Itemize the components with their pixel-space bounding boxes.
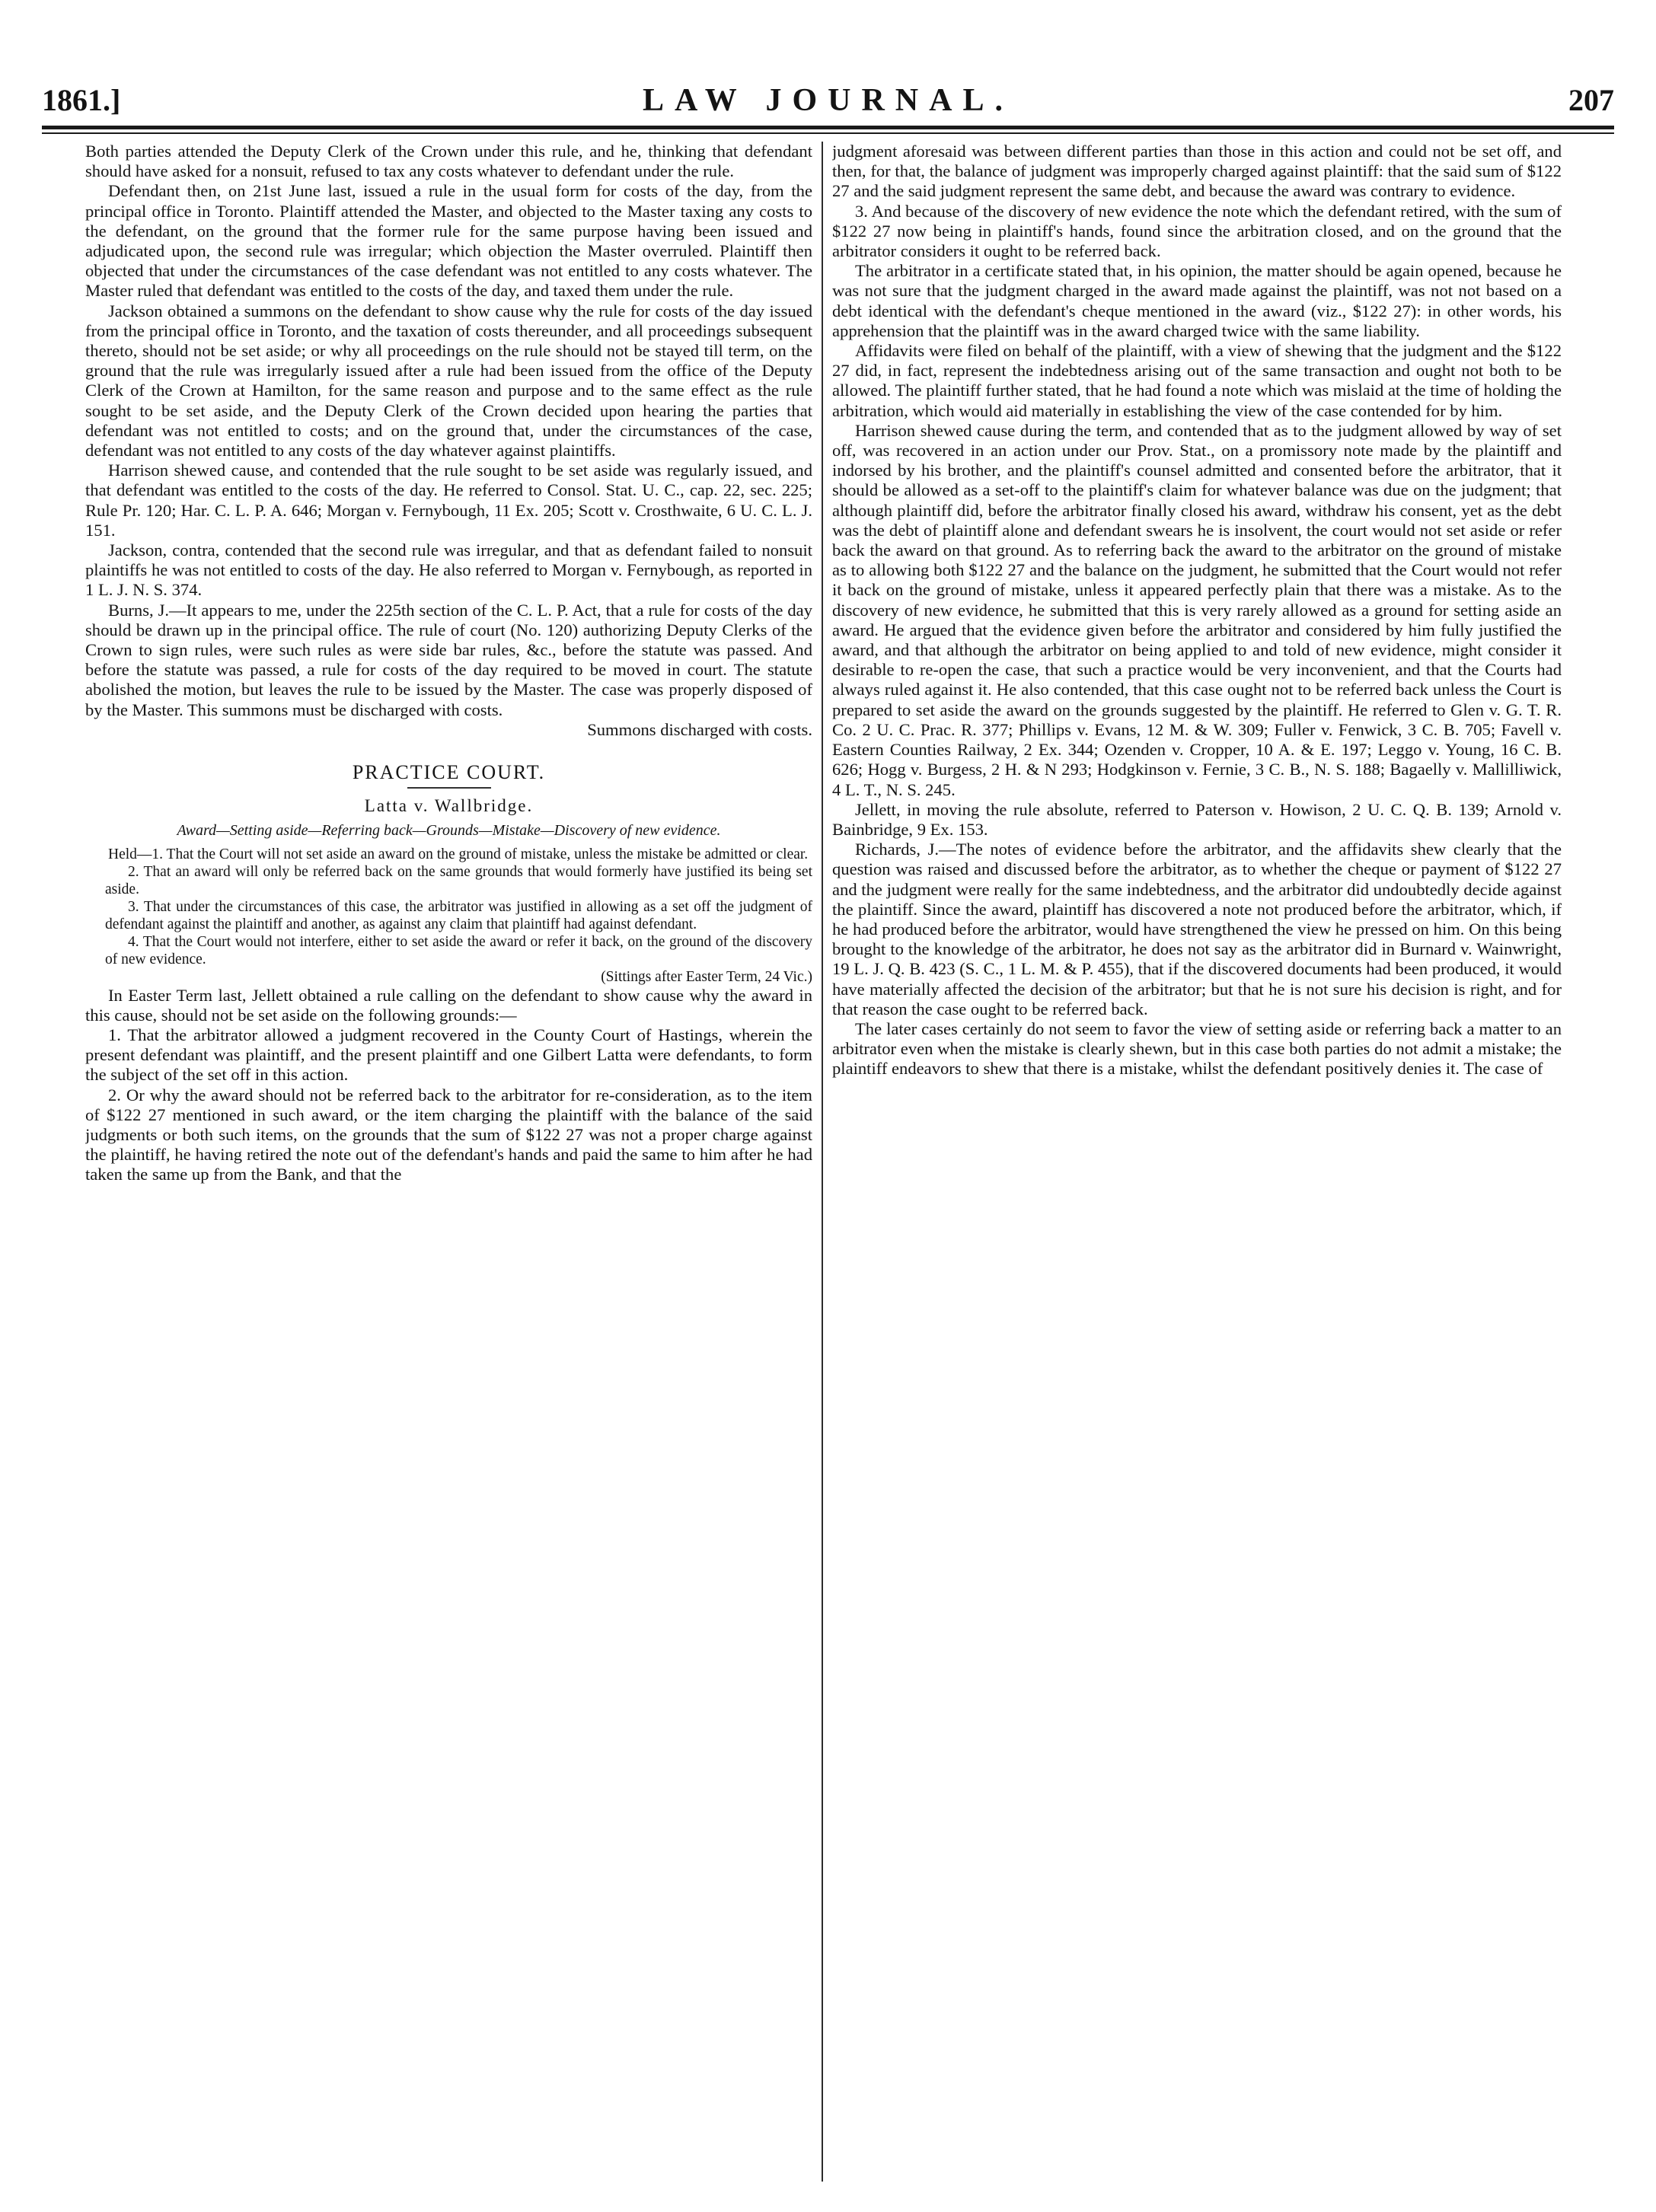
paragraph: Richards, J.—The notes of evidence before the arbitrator, and the affidavits shew clearly that the question was raised and discussed before the arbitrator, as to whether the cheque or payment of $122 27 and the judgment were really for the same indebtedness, and the arbitrator did undoubtedly decide against the plaintiff. Since the award, plaintiff has discovered a note not produced before the arbitrator, which, if he had produced before the arbitrator, would have strengthened the view he pressed on him. On this being brought to the knowledge of the arbitrator, he does not say as the arbitrator did in Burnard v. Wainwright, 19 L. J. Q. B. 423 (S. C., 1 L. M. & P. 455), that if the discovered documents had been produced, it would have materially affected the decision of the arbitrator; but that he is not sure his decision is right, and for that reason the case ought to be referred back. <box>832 840 1562 1018</box>
right-column <box>832 142 1562 2182</box>
case-title: Latta v. Wallbridge. <box>364 796 534 816</box>
paragraph: Jackson, contra, contended that the second rule was irregular, and that as defendant failed to nonsuit plaintiffs he was not entitled to costs of the day. He also referred to Morgan v. Fernybough, as reported in 1 L. J. N. S. 374. <box>85 540 812 600</box>
year-label: 1861.] <box>42 83 121 117</box>
paragraph: Both parties attended the Deputy Clerk of the Crown under this rule, and he, thinking that defendant should have asked for a nonsuit, refused to tax any costs whatever to defendant under the rule. <box>85 142 812 181</box>
held-item: 2. That an award will only be referred back on the same grounds that would formerly have justified its being set aside. <box>105 863 812 897</box>
journal-title: LAW JOURNAL. <box>643 83 1013 118</box>
paragraph: Jackson obtained a summons on the defendant to show cause why the rule for costs of the day issued from the principal office in Toronto, and the taxation of costs thereunder, and all proceedings subsequent thereto, should not be set aside; or why all proceedings on the rule should not be stayed till term, on the ground that the rule was irregularly issued after a rule had been issued from the office of the Deputy Clerk of the Crown at Hamilton, for the same reason and purpose and to the same effect as the rule sought to be set aside, and the Deputy Clerk of the Crown decided upon hearing the parties that defendant was not entitled to costs; and on the ground that, under the circumstances of the case, defendant was not entitled to any costs of the day whatever against plaintiffs. <box>85 301 812 461</box>
header-rule-thick <box>42 126 1614 129</box>
paragraph: Harrison shewed cause, and contended that the rule sought to be set aside was regularly issued, and that defendant was entitled to the costs of the day. He referred to Consol. Stat. U. C., cap. 22, sec. 225; Rule Pr. 120; Har. C. L. P. A. 646; Morgan v. Fernybough, 11 Ex. 205; Scott v. Crosthwaite, 6 U. C. L. J. 151. <box>85 461 812 540</box>
page-number: 207 <box>1568 83 1614 117</box>
paragraph: Defendant then, on 21st June last, issued a rule in the usual form for costs of the day, from the principal office in Toronto. Plaintiff attended the Master, and objected to the Master taxing any costs to the defendant, on the ground that the former rule for the same purpose having been issued and adjudicated upon, the second rule was irregular; which objection the Master overruled. Plaintiff then objected that under the circumstances of the case defendant was not entitled to any costs whatever. The Master ruled that defendant was entitled to the costs of the day, and taxed them under the rule. <box>85 181 812 301</box>
page-header <box>42 82 1614 128</box>
paragraph: judgment aforesaid was between different parties than those in this action and could not be set off, and then, for that, the balance of judgment was improperly charged against plaintiff: that the said sum of $122 27 and the said judgment represent the same debt, and because the award was contrary to evidence. <box>832 142 1562 201</box>
held-intro: Held—1. That the Court will not set aside an award on the ground of mistake, unless the mistake be admitted or clear. <box>108 846 809 862</box>
held-item: 3. That under the circumstances of this case, the arbitrator was justified in allowing as a set off the judgment of defendant against the plaintiff and another, as against any claim that plaintiff had against defendant. <box>105 898 812 932</box>
paragraph: 2. Or why the award should not be referred back to the arbitrator for re-consideration, as to the item of $122 27 mentioned in such award, or the item charging the plaintiff with the balance of the said judgments or both such items, on the grounds that the sum of $122 27 was not a proper charge against the plaintiff, he having retired the note out of the defendant's hands and paid the same to him after he had taken the same up from the Bank, and that the <box>85 1085 812 1184</box>
paragraph: Burns, J.—It appears to me, under the 225th section of the C. L. P. Act, that a rule for costs of the day should be drawn up in the principal office. The rule of court (No. 120) authorizing Deputy Clerks of the Crown to sign rules, were such rules as were side bar rules, &c., before the statute was passed. And before the statute was passed, a rule for costs of the day required to be moved in court. The statute abolished the motion, but leaves the rule to be issued by the Master. The case was properly disposed of by the Master. This summons must be discharged with costs. <box>85 600 812 719</box>
catchwords: Award—Setting aside—Referring back—Grounds—Mistake—Discovery of new evidence. <box>177 821 721 839</box>
paragraph: The arbitrator in a certificate stated that, in his opinion, the matter should be again opened, because he was not sure that the judgment charged in the award made against the plaintiff, was not not based on a debt identical with the defendant's cheque mentioned in the award (viz., $122 27): in other words, his apprehension that the plaintiff was in the award charged twice with the same liability. <box>832 261 1562 340</box>
paragraph: In Easter Term last, Jellett obtained a rule calling on the defendant to show cause why the award in this cause, should not be set aside on the following grounds:— <box>85 985 812 1025</box>
paragraph: The later cases certainly do not seem to favor the view of setting aside or referring back a matter to an arbitrator even when the mistake is clearly shewn, but in this case both parties do not admit a mistake; the plaintiff endeavors to shew that there is a mistake, whilst the defendant positively denies it. The case of <box>832 1018 1562 1079</box>
held-item: 4. That the Court would not interfere, either to set aside the award or refer it back, on the ground of the discovery of new evidence. <box>105 933 812 967</box>
column-divider <box>822 142 823 2182</box>
paragraph: 1. That the arbitrator allowed a judgment recovered in the County Court of Hastings, wherein the present defendant was plaintiff, and the present plaintiff and one Gilbert Latta were defendants, to form the subject of the set off in this action. <box>85 1025 812 1085</box>
left-column <box>85 142 812 2182</box>
paragraph: Affidavits were filed on behalf of the plaintiff, with a view of shewing that the judgment and the $122 27 did, in fact, represent the indebtedness arising out of the same transaction and ought not both to be allowed. The plaintiff further stated, that he had found a note which was mislaid at the time of holding the arbitration, which would aid materially in establishing the view of the case contended for by him. <box>832 341 1562 420</box>
section-rule <box>407 787 491 789</box>
section-title: PRACTICE COURT. <box>352 761 546 784</box>
header-rule-thin <box>42 132 1614 134</box>
sitting-note: (Sittings after Easter Term, 24 Vic.) <box>601 968 812 985</box>
closing-line: Summons discharged with costs. <box>587 719 812 739</box>
paragraph: Jellett, in moving the rule absolute, referred to Paterson v. Howison, 2 U. C. Q. B. 139; Arnold v. Bainbridge, 9 Ex. 153. <box>832 799 1562 839</box>
paragraph: Harrison shewed cause during the term, and contended that as to the judgment allowed by way of set off, was recovered in an action under our Prov. Stat., on a promissory note made by the plaintiff and indorsed by his brother, and the plaintiff's counsel admitted and consented before the arbitrator, that it should be allowed as a set-off to the plaintiff's claim for whatever balance was due on the judgment; that although plaintiff did, before the arbitrator finally closed his award, withdraw his consent, yet as the debt was the debt of plaintiff alone and defendant swears he is insolvent, the court would not set aside or refer back the award on that ground. As to referring back the award to the arbitrator on the ground of mistake as to allowing both $122 27 and the balance on the judgment, he submitted that the Court would not refer it back on the ground of mistake, unless it appeared perfectly plain that there was a mistake. As to the discovery of new evidence, he submitted that this is very rarely allowed as a ground for setting aside an award. He argued that the evidence given before the arbitrator and considered by him fully justified the award, and that although the arbitrator on being applied to and told of new evidence, might consider it desirable to re-open the case, that such a practice would be very inconvenient, and that the Courts had always ruled against it. He also contended, that this case ought not to be referred back unless the Court is prepared to set aside the award on the grounds suggested by the plaintiff. He referred to Glen v. G. T. R. Co. 2 U. C. Prac. R. 377; Phillips v. Evans, 12 M. & W. 309; Fuller v. Fenwick, 3 C. B. 705; Favell v. Eastern Counties Railway, 2 Ex. 344; Ozenden v. Cropper, 10 A. & E. 197; Leggo v. Young, 16 C. B. 626; Hogg v. Burgess, 2 H. & N 293; Hodgkinson v. Fernie, 3 C. B., N. S. 188; Bagaelly v. Mallilliwick, 4 L. T., N. S. 245. <box>832 420 1562 799</box>
paragraph: 3. And because of the discovery of new evidence the note which the defendant retired, with the sum of $122 27 now being in plaintiff's hands, found since the arbitration closed, and on the ground that the arbitrator considers it ought to be referred back. <box>832 201 1562 261</box>
